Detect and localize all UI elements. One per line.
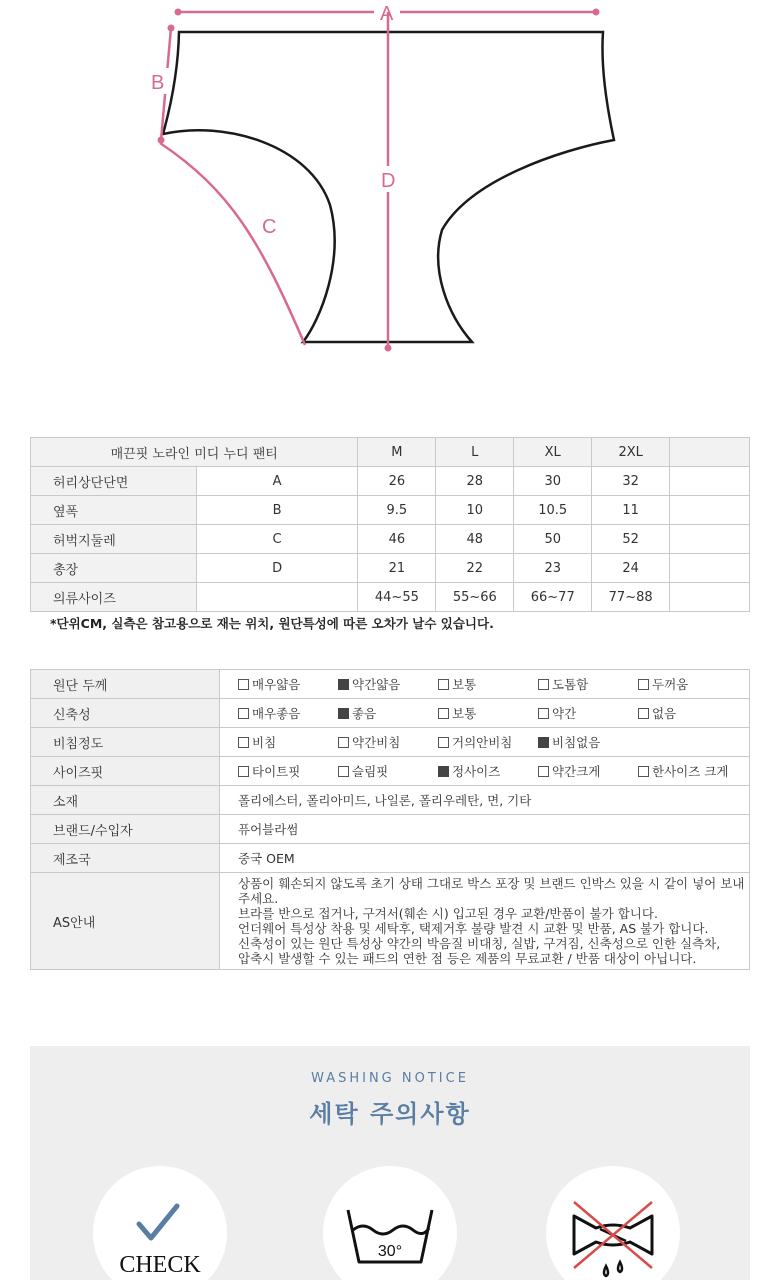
- no-wring-badge: [546, 1166, 680, 1280]
- table-cell: 10: [436, 496, 514, 525]
- as-line: 압축시 발생할 수 있는 패드의 연한 점 등은 제품의 무료교환 / 반품 대상이 아닙니다.: [238, 951, 697, 966]
- detail-row-fit: [31, 757, 750, 786]
- check-badge: [93, 1166, 227, 1280]
- empty-cell: [670, 438, 750, 467]
- measurement-diagram: [0, 0, 780, 400]
- product-name: 매끈핏 노라인 미디 누디 팬티: [31, 438, 358, 467]
- detail-label: 신축성: [31, 699, 220, 728]
- table-cell: 50: [514, 525, 592, 554]
- detail-row-brand: [31, 815, 750, 844]
- option: 두꺼움: [638, 675, 738, 693]
- option: 비침: [238, 733, 338, 751]
- checkbox-icon: [238, 679, 249, 690]
- measure-label-c: C: [262, 216, 277, 238]
- table-cell: 66~77: [514, 583, 592, 612]
- checkbox-icon: [438, 679, 449, 690]
- detail-value: 폴리에스터, 폴리아미드, 나일론, 폴리우레탄, 면, 기타: [220, 786, 750, 815]
- table-cell: 21: [358, 554, 436, 583]
- option: 슬림핏: [338, 762, 438, 780]
- table-row: [31, 467, 750, 496]
- empty-cell: [670, 554, 750, 583]
- table-cell: 11: [592, 496, 670, 525]
- wash-30-badge: [323, 1166, 457, 1280]
- as-line: 브라를 반으로 접거나, 구겨서(훼손 시) 입고된 경우 교환/반품이 불가 합니다.: [238, 906, 658, 921]
- detail-row-origin: [31, 844, 750, 873]
- detail-label: 사이즈핏: [31, 757, 220, 786]
- option: 약간: [538, 704, 638, 722]
- empty-cell: [670, 496, 750, 525]
- table-cell: 44~55: [358, 583, 436, 612]
- table-cell: 28: [436, 467, 514, 496]
- checkbox-icon: [438, 737, 449, 748]
- row-code: D: [196, 554, 358, 583]
- option: 매우좋음: [238, 704, 338, 722]
- checkbox-icon: [338, 766, 349, 777]
- detail-label: 제조국: [31, 844, 220, 873]
- table-cell: 46: [358, 525, 436, 554]
- wash-temp-label: 30°: [377, 1243, 403, 1260]
- measure-label-b: B: [151, 72, 165, 94]
- option: 거의안비침: [438, 733, 538, 751]
- measure-line-c: [160, 143, 305, 345]
- option: 정사이즈: [438, 762, 538, 780]
- empty-cell: [670, 525, 750, 554]
- checkbox-icon: [638, 766, 649, 777]
- as-line: 상품이 훼손되지 않도록 초기 상태 그대로 박스 포장 및 브랜드 인박스 있을 시 같이 넣어 보내주세요.: [238, 876, 745, 906]
- option: 좋음: [338, 704, 438, 722]
- table-cell: 30: [514, 467, 592, 496]
- table-row: [31, 496, 750, 525]
- checked-box-icon: [538, 737, 549, 748]
- detail-label: 브랜드/수입자: [31, 815, 220, 844]
- empty-cell: [670, 583, 750, 612]
- table-cell: 22: [436, 554, 514, 583]
- checkbox-icon: [238, 737, 249, 748]
- row-code: [196, 583, 358, 612]
- detail-row-sheer: [31, 728, 750, 757]
- detail-label: 소재: [31, 786, 220, 815]
- option: 타이트핏: [238, 762, 338, 780]
- table-cell: 23: [514, 554, 592, 583]
- detail-row-as: [31, 873, 750, 970]
- checkbox-icon: [638, 708, 649, 719]
- row-label: 총장: [31, 554, 197, 583]
- detail-label: AS안내: [31, 873, 220, 970]
- row-label: 옆폭: [31, 496, 197, 525]
- option-group: [238, 733, 749, 751]
- wash-tub-icon: [323, 1166, 457, 1280]
- option: 한사이즈 크게: [638, 762, 738, 780]
- option: 약간얇음: [338, 675, 438, 693]
- size-table: [30, 437, 750, 612]
- detail-value: 퓨어블라썸: [220, 815, 750, 844]
- size-footnote: *단위CM, 실측은 참고용으로 재는 위치, 원단특성에 따른 오차가 날수 있습니다.: [50, 616, 494, 631]
- row-code: B: [196, 496, 358, 525]
- as-line: 신축성이 있는 원단 특성상 약간의 박음질 비대칭, 실밥, 구겨짐, 신축성으로 인한 실측차,: [238, 936, 721, 951]
- detail-value: 중국 OEM: [220, 844, 750, 873]
- checkbox-icon: [238, 766, 249, 777]
- checkbox-icon: [238, 708, 249, 719]
- table-cell: 55~66: [436, 583, 514, 612]
- table-row: [31, 525, 750, 554]
- checked-box-icon: [338, 708, 349, 719]
- table-cell: 52: [592, 525, 670, 554]
- table-cell: 9.5: [358, 496, 436, 525]
- checkbox-icon: [638, 679, 649, 690]
- option: 비침없음: [538, 733, 638, 751]
- check-icon: [93, 1166, 227, 1280]
- option-group: [238, 704, 749, 722]
- as-notice: [220, 873, 750, 970]
- checkbox-icon: [338, 737, 349, 748]
- row-label: 허벅지둘레: [31, 525, 197, 554]
- size-header: M: [358, 438, 436, 467]
- option: 보통: [438, 704, 538, 722]
- checkbox-icon: [438, 708, 449, 719]
- table-cell: 48: [436, 525, 514, 554]
- detail-label: 원단 두께: [31, 670, 220, 699]
- check-label: CHECK: [119, 1252, 201, 1278]
- option-group: [238, 675, 749, 693]
- size-header: 2XL: [592, 438, 670, 467]
- size-header: XL: [514, 438, 592, 467]
- option: 없음: [638, 704, 738, 722]
- washing-notice: [30, 1046, 750, 1280]
- row-label: 의류사이즈: [31, 583, 197, 612]
- checked-box-icon: [438, 766, 449, 777]
- option: 보통: [438, 675, 538, 693]
- measure-label-a: A: [380, 3, 394, 25]
- table-cell: 10.5: [514, 496, 592, 525]
- option: 약간비침: [338, 733, 438, 751]
- option-group: [238, 762, 749, 780]
- table-row: [31, 583, 750, 612]
- size-header: L: [436, 438, 514, 467]
- table-row: [31, 554, 750, 583]
- measure-label-d: D: [381, 170, 396, 192]
- detail-row-material: [31, 786, 750, 815]
- empty-cell: [670, 467, 750, 496]
- detail-table: [30, 669, 750, 970]
- checkbox-icon: [538, 679, 549, 690]
- table-cell: 26: [358, 467, 436, 496]
- row-code: C: [196, 525, 358, 554]
- checkbox-icon: [538, 708, 549, 719]
- as-line: 언더웨어 특성상 착용 및 세탁후, 택제거후 불량 발견 시 교환 및 반품, AS 불가 합니다.: [238, 921, 709, 936]
- row-code: A: [196, 467, 358, 496]
- option: 도톰함: [538, 675, 638, 693]
- option: 매우얇음: [238, 675, 338, 693]
- no-wring-icon: [546, 1166, 680, 1280]
- detail-row-thickness: [31, 670, 750, 699]
- checked-box-icon: [338, 679, 349, 690]
- option: 약간크게: [538, 762, 638, 780]
- checkbox-icon: [538, 766, 549, 777]
- detail-label: 비침정도: [31, 728, 220, 757]
- detail-row-stretch: [31, 699, 750, 728]
- size-table-header: [31, 438, 750, 467]
- washing-title-en: WASHING NOTICE: [311, 1071, 469, 1086]
- row-label: 허리상단단면: [31, 467, 197, 496]
- table-cell: 24: [592, 554, 670, 583]
- washing-title-ko: 세탁 주의사항: [309, 1100, 471, 1128]
- table-cell: 77~88: [592, 583, 670, 612]
- table-cell: 32: [592, 467, 670, 496]
